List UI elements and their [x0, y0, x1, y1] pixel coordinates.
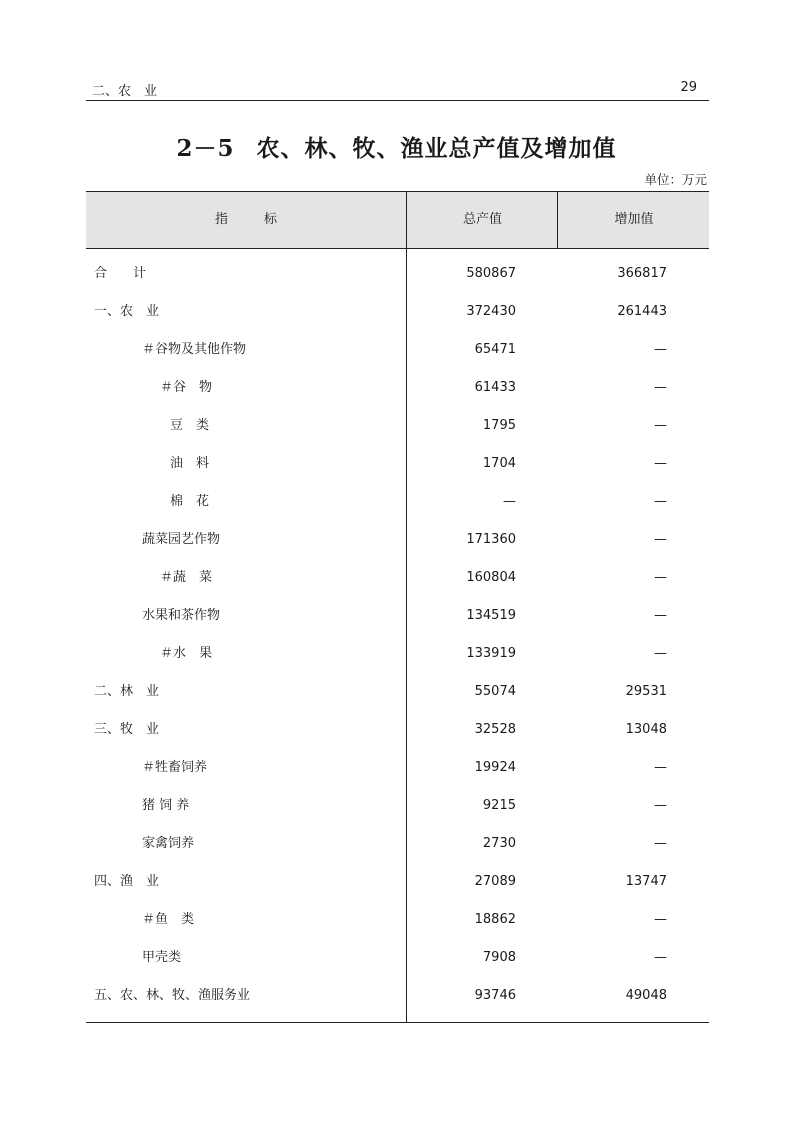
- table-row: [86, 863, 709, 901]
- gross-output-value: 65471: [474, 342, 516, 357]
- row-label: 猪 饲 养: [142, 798, 190, 813]
- gross-output-value: 9215: [482, 798, 516, 813]
- table-row: [86, 939, 709, 977]
- gross-output-value: 19924: [474, 760, 516, 775]
- row-label: ＃水 果: [160, 646, 213, 661]
- running-head: [86, 78, 709, 101]
- table-title-text: 农、林、牧、渔业总产值及增加值: [256, 135, 617, 162]
- table-row: [86, 787, 709, 825]
- header-indicator: 指标: [214, 212, 313, 227]
- value-added-value: —: [654, 418, 667, 433]
- value-added-value: —: [654, 342, 667, 357]
- gross-output-value: 1795: [482, 418, 516, 433]
- row-label: ＃蔬 菜: [160, 570, 213, 585]
- value-added-value: 366817: [617, 266, 667, 281]
- table-row: [86, 635, 709, 673]
- gross-output-value: 7908: [482, 950, 516, 965]
- value-added-value: —: [654, 646, 667, 661]
- table-row: [86, 597, 709, 635]
- value-added-value: 29531: [625, 684, 667, 699]
- row-label: 蔬菜园艺作物: [142, 532, 221, 547]
- table-row: [86, 673, 709, 711]
- value-added-value: —: [654, 570, 667, 585]
- value-added-value: —: [654, 912, 667, 927]
- table-row: [86, 711, 709, 749]
- value-added-value: —: [654, 494, 667, 509]
- value-added-value: —: [654, 532, 667, 547]
- row-label: 一、农 业: [94, 304, 160, 319]
- value-added-value: 13747: [625, 874, 667, 889]
- value-added-value: —: [654, 456, 667, 471]
- header-gross-output: 总产值: [406, 192, 558, 248]
- gross-output-value: 372430: [466, 304, 516, 319]
- value-added-value: —: [654, 836, 667, 851]
- gross-output-value: —: [503, 494, 516, 509]
- row-label: 四、渔 业: [94, 874, 160, 889]
- value-added-value: 49048: [625, 988, 667, 1003]
- value-added-value: —: [654, 380, 667, 395]
- gross-output-value: 171360: [466, 532, 516, 547]
- gross-output-value: 32528: [474, 722, 516, 737]
- row-label: 豆 类: [170, 418, 210, 433]
- table-number: 2－5: [176, 135, 235, 162]
- table-row: [86, 521, 709, 559]
- row-label: 棉 花: [170, 494, 210, 509]
- table-row: [86, 749, 709, 787]
- table-header: [86, 191, 709, 249]
- gross-output-value: 55074: [474, 684, 516, 699]
- value-added-value: 261443: [617, 304, 667, 319]
- row-label: 五、农、林、牧、渔服务业: [94, 988, 251, 1003]
- gross-output-value: 61433: [474, 380, 516, 395]
- gross-output-value: 93746: [474, 988, 516, 1003]
- gross-output-value: 2730: [482, 836, 516, 851]
- row-label: 家禽饲养: [142, 836, 195, 851]
- table-row: [86, 445, 709, 483]
- table-row: [86, 825, 709, 863]
- row-label: ＃牲畜饲养: [142, 760, 208, 775]
- gross-output-value: 18862: [474, 912, 516, 927]
- value-added-value: —: [654, 798, 667, 813]
- table-row: [86, 977, 709, 1015]
- table-title: [0, 130, 793, 163]
- unit-note: 单位：万元: [644, 172, 707, 187]
- gross-output-value: 580867: [466, 266, 516, 281]
- value-added-value: —: [654, 760, 667, 775]
- table-row: [86, 369, 709, 407]
- table-row: [86, 901, 709, 939]
- row-label: 合 计: [94, 266, 147, 281]
- table-row: [86, 483, 709, 521]
- value-added-value: —: [654, 608, 667, 623]
- row-label: 甲壳类: [142, 950, 182, 965]
- row-label: 三、牧 业: [94, 722, 160, 737]
- row-label: 水果和茶作物: [142, 608, 221, 623]
- value-added-value: —: [654, 950, 667, 965]
- gross-output-value: 160804: [466, 570, 516, 585]
- table-body: [86, 249, 709, 1023]
- row-label: ＃谷 物: [160, 380, 213, 395]
- table-row: [86, 559, 709, 597]
- header-value-added: 增加值: [557, 192, 710, 248]
- gross-output-value: 27089: [474, 874, 516, 889]
- gross-output-value: 134519: [466, 608, 516, 623]
- table-row: [86, 407, 709, 445]
- section-name: 二、农 业: [92, 84, 158, 99]
- row-label: ＃鱼 类: [142, 912, 195, 927]
- gross-output-value: 133919: [466, 646, 516, 661]
- row-label: ＃谷物及其他作物: [142, 342, 247, 357]
- row-label: 二、林 业: [94, 684, 160, 699]
- page-number: 29: [680, 80, 697, 95]
- row-label: 油 料: [170, 456, 210, 471]
- gross-output-value: 1704: [482, 456, 516, 471]
- table-row: [86, 331, 709, 369]
- table-row: [86, 293, 709, 331]
- table-row: [86, 255, 709, 293]
- value-added-value: 13048: [625, 722, 667, 737]
